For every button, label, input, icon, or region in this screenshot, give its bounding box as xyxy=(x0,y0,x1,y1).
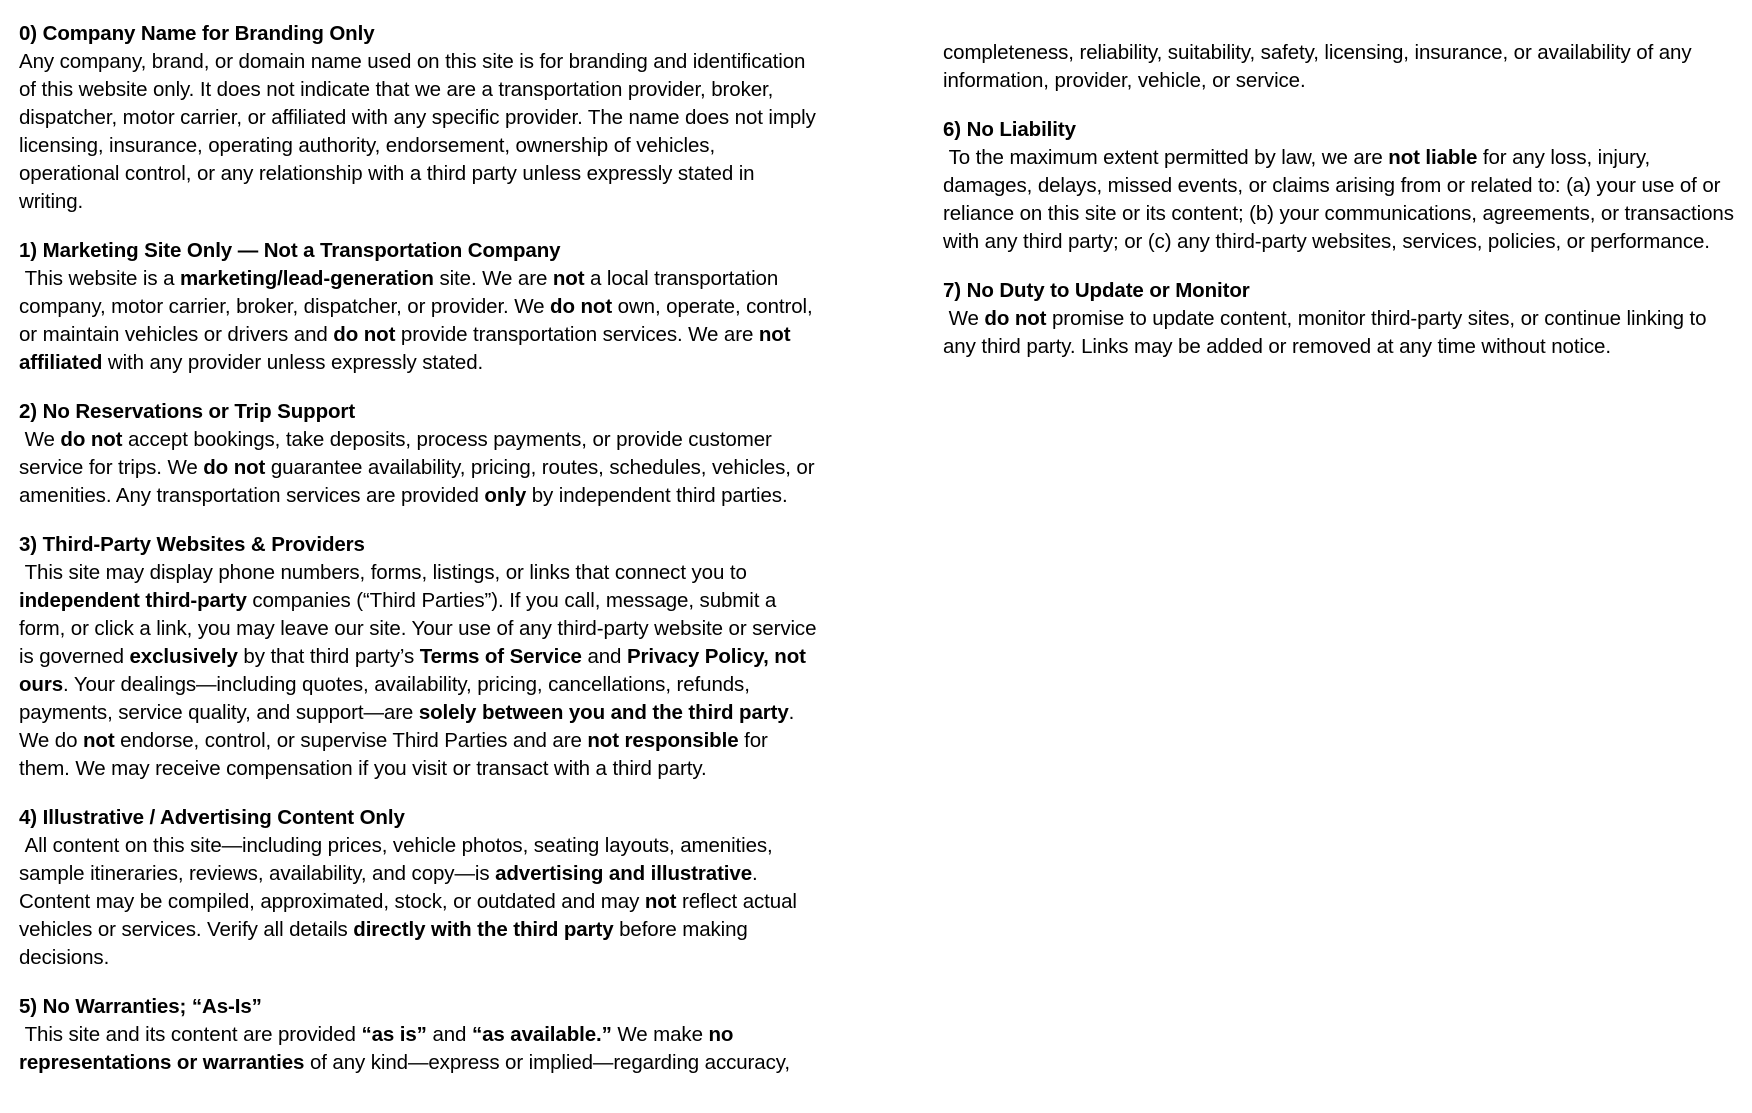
section-body xyxy=(19,1021,820,1077)
text-run: site. We are xyxy=(433,267,553,290)
bold-text-run: not xyxy=(644,890,677,913)
bold-text-run: not ours xyxy=(19,645,812,696)
bold-text-run: not affiliated xyxy=(19,323,797,374)
bold-text-run: no representations or warranties xyxy=(19,1023,739,1074)
section-body xyxy=(19,832,820,972)
text-run: All content on this site—including prices, vehicle photos, seating layouts, amenities, sample itineraries, reviews, availability, and copy—is xyxy=(19,834,779,885)
bold-text-run: Terms of Service xyxy=(419,645,582,668)
section-heading: 4) Illustrative / Advertising Content Only xyxy=(19,806,405,829)
section-heading: 1) Marketing Site Only — Not a Transportation Company xyxy=(19,239,561,262)
text-run: This website is a xyxy=(19,267,181,290)
section-heading: 0) Company Name for Branding Only xyxy=(19,22,375,45)
section-body xyxy=(943,144,1740,256)
text-run: We xyxy=(19,428,61,451)
bold-text-run: marketing/lead-generation xyxy=(180,267,434,290)
section xyxy=(19,993,820,1077)
section xyxy=(19,237,820,377)
text-run: own, operate, control, or maintain vehicles or drivers and xyxy=(19,295,819,346)
text-run: . Content may be compiled, approximated, stock, or outdated and may xyxy=(19,862,764,913)
bold-text-run: not responsible xyxy=(587,729,739,752)
section xyxy=(19,398,820,510)
text-run: provide transportation services. We are xyxy=(395,323,759,346)
bold-text-run: not xyxy=(552,267,585,290)
section-body xyxy=(19,265,820,377)
left-column xyxy=(19,20,820,1098)
text-run: guarantee availability, pricing, routes, schedules, vehicles, or amenities. Any transportation services are provided xyxy=(19,456,821,507)
bold-text-run: not liable xyxy=(1388,146,1478,169)
bold-text-run: independent third-party xyxy=(19,589,247,612)
text-run: by that third party’s xyxy=(237,645,420,668)
bold-text-run: do not xyxy=(984,307,1047,330)
text-run: This site may display phone numbers, forms, listings, or links that connect you to xyxy=(19,561,753,584)
section-body xyxy=(943,39,1735,95)
section xyxy=(19,531,820,783)
bold-text-run: “as available.” xyxy=(471,1023,612,1046)
text-run: promise to update content, monitor third-party sites, or continue linking to any third party. Links may be added or removed at any time without notice. xyxy=(943,307,1713,358)
text-run: and xyxy=(581,645,627,668)
text-run: We make xyxy=(611,1023,709,1046)
text-run: This site and its content are provided xyxy=(19,1023,362,1046)
bold-text-run: advertising and illustrative xyxy=(495,862,753,885)
text-run: We xyxy=(943,307,985,330)
text-run: companies (“Third Parties”). If you call, message, submit a form, or click a link, you may leave our site. Your use of any third-party website or service is governed xyxy=(19,589,822,668)
section-heading: 7) No Duty to Update or Monitor xyxy=(943,279,1250,302)
text-run: . Your dealings—including quotes, availability, pricing, cancellations, refunds, payments, service quality, and support—are xyxy=(19,673,756,724)
bold-text-run: Privacy Policy, xyxy=(626,645,769,668)
section xyxy=(943,39,1735,95)
text-run: for them. We may receive compensation if you visit or transact with a third party. xyxy=(19,729,774,780)
bold-text-run: solely between you and the third party xyxy=(418,701,789,724)
text-run: a local transportation company, motor carrier, broker, dispatcher, or provider. We xyxy=(19,267,784,318)
text-run: reflect actual vehicles or services. Verify all details xyxy=(19,890,803,941)
section-heading: 5) No Warranties; “As-Is” xyxy=(19,995,262,1018)
section-heading: 3) Third-Party Websites & Providers xyxy=(19,533,365,556)
text-run: completeness, reliability, suitability, safety, licensing, insurance, or availability of any information, provider, vehicle, or service. xyxy=(943,41,1698,92)
bold-text-run: exclusively xyxy=(129,645,238,668)
text-run: . We do xyxy=(19,701,800,752)
section-heading: 6) No Liability xyxy=(943,118,1076,141)
bold-text-run: not xyxy=(82,729,115,752)
text-run: for any loss, injury, damages, delays, missed events, or claims arising from or related to: (a) your use of or reliance on this site or its content; (b) your communications, agreements, or transactions with any third party; or (c) any third-party websites, services, policies, or performance. xyxy=(943,146,1740,253)
text-run: To the maximum extent permitted by law, we are xyxy=(943,146,1389,169)
section xyxy=(19,804,820,972)
section-heading: 2) No Reservations or Trip Support xyxy=(19,400,356,423)
bold-text-run: do not xyxy=(333,323,396,346)
bold-text-run: “as is” xyxy=(361,1023,427,1046)
bold-text-run: do not xyxy=(550,295,613,318)
section xyxy=(943,277,1735,361)
text-run: endorse, control, or supervise Third Parties and are xyxy=(114,729,588,752)
text-run: of any kind—express or implied—regarding accuracy, xyxy=(304,1051,790,1074)
bold-text-run: only xyxy=(484,484,527,507)
text-run: before making decisions. xyxy=(19,918,754,969)
section-body xyxy=(943,305,1735,361)
right-column xyxy=(943,39,1740,382)
section-body xyxy=(19,48,820,216)
section xyxy=(943,116,1740,256)
text-run: Any company, brand, or domain name used on this site is for branding and identification of this website only. It does not indicate that we are a transportation provider, broker, dispatcher, motor carrier, or affiliated with any specific provider. The name does not imply licensing, insurance, operating authority, endorsement, ownership of vehicles, operational control, or any relationship with a third party unless expressly stated in writing. xyxy=(19,50,822,213)
section-body xyxy=(19,426,820,510)
section xyxy=(19,20,820,216)
bold-text-run: do not xyxy=(203,456,266,479)
text-run: with any provider unless expressly stated. xyxy=(102,351,484,374)
section-body xyxy=(19,559,820,783)
text-run: accept bookings, take deposits, process payments, or provide customer service for trips. We xyxy=(19,428,778,479)
text-run: and xyxy=(426,1023,472,1046)
bold-text-run: do not xyxy=(60,428,123,451)
bold-text-run: directly with the third party xyxy=(353,918,614,941)
text-run: by independent third parties. xyxy=(526,484,788,507)
